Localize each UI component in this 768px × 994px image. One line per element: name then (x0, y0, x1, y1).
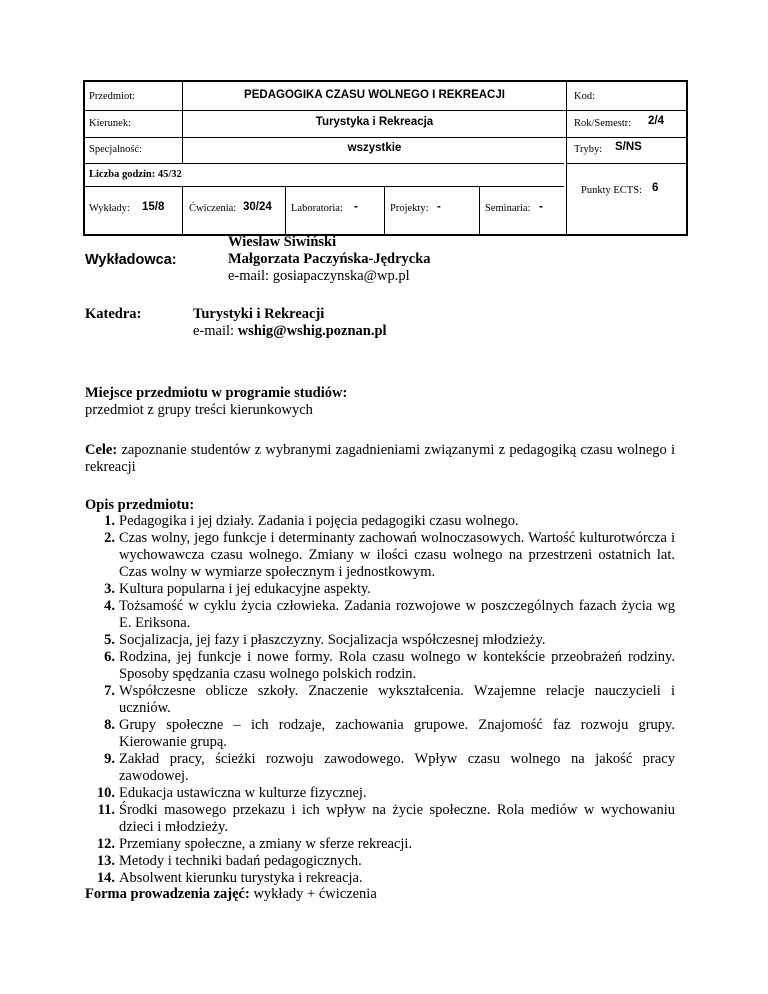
tryby-label: Tryby: (574, 144, 603, 155)
opis-list-item (85, 683, 675, 717)
seminaria-value: - (539, 201, 543, 213)
opis-item-number: 13. (96, 853, 115, 869)
cele-value: zapoznanie studentów z wybranymi zagadnieniami związanymi z pedagogiką czasu wolnego i rekreacji (85, 442, 676, 475)
opis-list-item (85, 853, 675, 870)
course-title: PEDAGOGIKA CZASU WOLNEGO I REKREACJI (244, 89, 505, 101)
opis-item-text: Grupy społeczne – ich rodzaje, zachowania grupowe. Znajomość faz rozwoju grupy. Kierowanie grupą. (119, 717, 675, 750)
opis-list-item (85, 870, 675, 887)
kierunek-label: Kierunek: (89, 118, 131, 129)
cwiczenia-value: 30/24 (243, 201, 272, 213)
wyklady-value: 15/8 (142, 201, 165, 213)
opis-item-text: Metody i techniki badań pedagogicznych. (119, 853, 362, 869)
miejsce-section (85, 385, 347, 419)
opis-item-number: 8. (104, 717, 115, 733)
opis-list-item (85, 836, 675, 853)
ects-value: 6 (652, 182, 659, 194)
opis-item-text: Zakład pracy, ścieżki rozwoju zawodowego. Wpływ czasu wolnego na jakość pracy zawodowej. (119, 751, 675, 784)
laboratoria-value: - (354, 201, 358, 213)
specjalnosc-label: Specjalność: (89, 144, 143, 155)
opis-item-text: Tożsamość w cyklu życia człowieka. Zadania rozwojowe w poszczególnych fazach życia wg E. Eriksona. (119, 598, 675, 631)
opis-item-text: Przemiany społeczne, a zmiany w sferze rekreacji. (119, 836, 413, 852)
opis-item-text: Środki masowego przekazu i ich wpływ na życie społeczne. Rola mediów w wychowaniu dzieci i młodzieży. (119, 802, 675, 835)
kod-label: Kod: (574, 91, 595, 102)
wykladowca-section (228, 234, 431, 285)
opis-item-number: 5. (104, 632, 115, 648)
tryby-value: S/NS (615, 141, 642, 153)
specjalnosc-value: wszystkie (347, 142, 402, 154)
seminaria-label: Seminaria: (485, 203, 531, 214)
cele-section (85, 442, 675, 476)
rok-semestr-value: 2/4 (648, 115, 664, 127)
opis-list-item (85, 598, 675, 632)
opis-item-text: Absolwent kierunku turystyka i rekreacja. (119, 870, 363, 886)
katedra-label: Katedra: (85, 306, 142, 322)
projekty-value: - (437, 201, 441, 213)
opis-list (85, 513, 675, 887)
opis-item-number: 11. (97, 802, 115, 818)
miejsce-value: przedmiot z grupy treści kierunkowych (85, 402, 313, 418)
katedra-name: Turystyki i Rekreacji (193, 306, 325, 322)
forma-label: Forma prowadzenia zajęć: (85, 886, 250, 902)
forma-value: wykłady + ćwiczenia (253, 886, 377, 902)
katedra-section (193, 306, 387, 340)
opis-list-item (85, 632, 675, 649)
opis-list-item (85, 513, 675, 530)
laboratoria-label: Laboratoria: (291, 203, 343, 214)
opis-item-number: 6. (104, 649, 115, 665)
opis-list-item (85, 581, 675, 598)
miejsce-label: Miejsce przedmiotu w programie studiów: (85, 385, 348, 401)
cele-label: Cele: (85, 442, 118, 458)
wyklady-label: Wykłady: (89, 203, 130, 214)
opis-list-item (85, 530, 675, 581)
opis-item-number: 12. (96, 836, 115, 852)
opis-list-item (85, 649, 675, 683)
liczba-godzin: Liczba godzin: 45/32 (89, 169, 182, 180)
opis-list-item (85, 785, 675, 802)
wykladowca-label: Wykładowca: (85, 252, 177, 268)
opis-item-text: Kultura popularna i jej edukacyjne aspekty. (119, 581, 371, 597)
lecturer-name-2: Małgorzata Paczyńska-Jędrycka (228, 251, 431, 267)
opis-list-item (85, 802, 675, 836)
opis-item-text: Czas wolny, jego funkcje i determinanty zachowań wolnoczasowych. Wartość kulturotwórcza i wychowawcza czasu wolnego. Zmiany w ilości czasu wolnego na przestrzeni ostatnich lat. Czas wolny w wymiarze społecznym i jednostkowym. (119, 530, 675, 580)
opis-item-text: Edukacja ustawiczna w kulturze fizycznej. (119, 785, 367, 801)
opis-item-number: 9. (104, 751, 115, 767)
opis-item-number: 4. (104, 598, 115, 614)
kierunek-value: Turystyka i Rekreacja (315, 116, 434, 128)
opis-item-number: 1. (104, 513, 115, 529)
projekty-label: Projekty: (390, 203, 429, 214)
rok-semestr-label: Rok/Semestr: (574, 118, 632, 129)
opis-item-number: 14. (96, 870, 115, 886)
opis-item-number: 7. (104, 683, 115, 699)
katedra-email-prefix: e-mail: (193, 323, 238, 339)
cwiczenia-label: Ćwiczenia: (189, 203, 237, 214)
opis-item-number: 10. (96, 785, 115, 801)
opis-list-item (85, 751, 675, 785)
opis-item-text: Współczesne oblicze szkoły. Znaczenie wykształcenia. Wzajemne relacje nauczycieli i uczniów. (119, 683, 675, 716)
forma-section (85, 886, 377, 903)
opis-item-number: 3. (104, 581, 115, 597)
lecturer-name-1: Wiesław Siwiński (228, 234, 337, 250)
opis-list-item (85, 717, 675, 751)
opis-label: Opis przedmiotu: (85, 497, 195, 513)
lecturer-email: e-mail: gosiapaczynska@wp.pl (228, 268, 410, 284)
opis-item-text: Socjalizacja, jej fazy i płaszczyzny. Socjalizacja współczesnej młodzieży. (119, 632, 546, 648)
opis-item-number: 2. (104, 530, 115, 546)
przedmiot-label: Przedmiot: (89, 91, 136, 102)
ects-label: Punkty ECTS: (581, 185, 642, 196)
opis-item-text: Rodzina, jej funkcje i nowe formy. Rola czasu wolnego w kontekście przeobrażeń rodziny. Sposoby spędzania czasu wolnego polskich rodzin. (119, 649, 675, 682)
opis-item-text: Pedagogika i jej działy. Zadania i pojęcia pedagogiki czasu wolnego. (119, 513, 519, 529)
katedra-email: wshig@wshig.poznan.pl (237, 323, 387, 339)
course-info-table (83, 80, 688, 236)
